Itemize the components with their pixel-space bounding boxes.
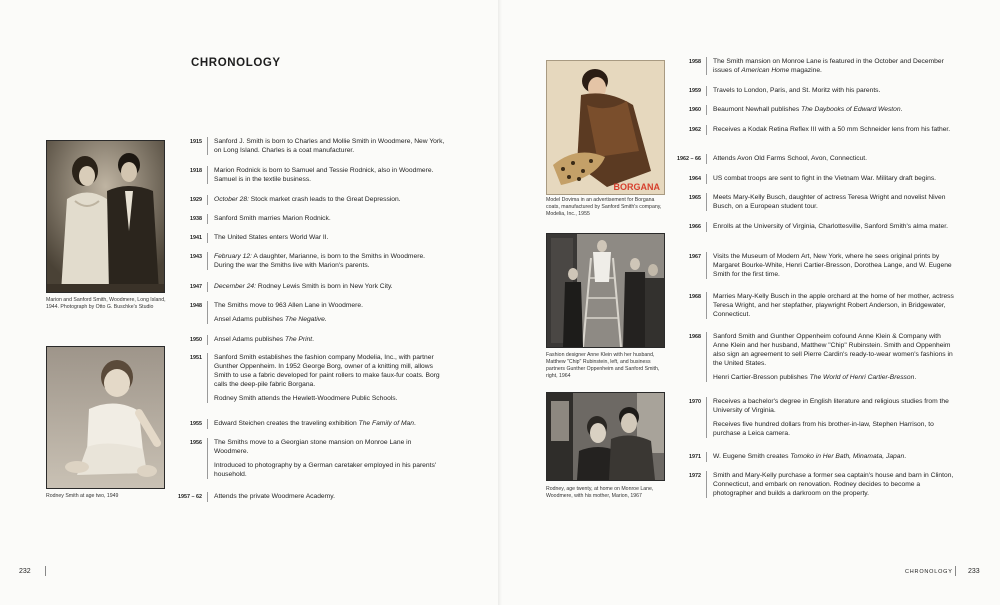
entry-paragraph (214, 233, 446, 242)
left-entry (177, 282, 446, 292)
text-run: Sanford J. Smith is born to Charles and Mollie Smith in Woodmere, New York, on Long Island. Charles is a coat manufacturer. (214, 138, 445, 154)
entry-description (707, 154, 955, 164)
entry-paragraph (713, 154, 955, 163)
right-entry (676, 174, 955, 184)
entry-year: 1938 (177, 214, 208, 224)
entry-description (208, 335, 446, 345)
caption-fashion-advertisement: Model Dovima in an advertisement for Borgana coats, manufactured by Sanford Smith's company, Modelia, Inc., 1955 (546, 197, 662, 217)
text-run: . (900, 106, 903, 113)
page-title: CHRONOLOGY (191, 57, 281, 69)
left-entry (177, 438, 446, 479)
entry-paragraph (713, 174, 955, 183)
text-run: Edward Steichen creates the traveling exhibition (214, 420, 359, 427)
entry-year: 1941 (177, 233, 208, 243)
italic-text: Tomoko in Her Bath, Minamata, Japan (790, 453, 905, 460)
text-run: Ansel Adams publishes (214, 316, 286, 323)
entry-year: 1929 (177, 195, 208, 205)
right-entry (676, 105, 955, 115)
entry-paragraph (214, 353, 446, 389)
photo-toddler (46, 346, 165, 489)
entry-description (707, 397, 955, 438)
text-run: Receives a bachelor's degree in English literature and religious studies from the University of Virginia. (713, 398, 949, 414)
entry-paragraph (713, 397, 955, 415)
entry-paragraph (214, 394, 446, 403)
entry-description (208, 233, 446, 243)
caption-toddler: Rodney Smith at age two, 1949 (46, 493, 119, 499)
entry-year: 1964 (676, 174, 707, 184)
entry-paragraph (713, 222, 955, 231)
entry-description (208, 301, 446, 324)
running-head: CHRONOLOGY (905, 569, 953, 575)
entry-description (707, 452, 955, 462)
entry-year: 1960 (676, 105, 707, 115)
right-entry (676, 332, 955, 382)
entry-year: 1970 (676, 397, 707, 438)
text-run: Sanford Smith and Gunther Oppenheim cofound Anne Klein & Company with Anne Klein and her husband, Matthew "Chip" Rubinstein. Smith and Oppenheim also sign an agreement to sell Pierre Cardin's ready-to-wear women's fashions in the United States. (713, 333, 953, 367)
entry-paragraph (214, 252, 446, 270)
text-run: . (904, 453, 907, 460)
text-run: Enrolls at the University of Virginia, Charlottesville, Sanford Smith's alma mater. (713, 223, 948, 230)
entry-year: 1915 (177, 137, 208, 155)
text-run: Sanford Smith marries Marion Rodnick. (214, 215, 331, 222)
entry-paragraph (214, 214, 446, 223)
right-entry (676, 154, 955, 164)
italic-text: February 12: (214, 253, 252, 260)
text-run: US combat troops are sent to fight in the Vietnam War. Military draft begins. (713, 175, 937, 182)
entry-year: 1947 (177, 282, 208, 292)
entry-description (208, 492, 446, 502)
entry-paragraph (713, 332, 955, 368)
text-run: The Smiths move to 963 Allen Lane in Woodmere. (214, 302, 363, 309)
entry-year: 1955 (177, 419, 208, 429)
left-entry (177, 137, 446, 155)
left-entry (177, 353, 446, 403)
entry-paragraph (713, 57, 955, 75)
text-run: Marries Mary-Kelly Busch in the apple orchard at the home of her mother, actress Teresa Wright, and her stepfather, playwright Robert Anderson, in Bridgewater, Connecticut. (713, 293, 954, 318)
entry-year: 1956 (177, 438, 208, 479)
left-entry (177, 335, 446, 345)
entry-paragraph (713, 252, 955, 279)
right-entry (676, 86, 955, 96)
right-page-number: 233 (968, 568, 980, 575)
entry-paragraph (214, 492, 446, 501)
entry-year: 1918 (177, 166, 208, 184)
entry-description (707, 222, 955, 232)
text-run: magazine. (789, 67, 822, 74)
entry-description (707, 292, 955, 319)
text-run: Marion Rodnick is born to Samuel and Tessie Rodnick, also in Woodmere. Samuel is in the textile business. (214, 167, 434, 183)
text-run: Travels to London, Paris, and St. Moritz with his parents. (713, 87, 881, 94)
entry-paragraph (214, 419, 446, 428)
entry-description (707, 332, 955, 382)
entry-paragraph (214, 166, 446, 184)
book-gutter (498, 0, 502, 605)
entry-paragraph (214, 315, 446, 324)
text-run: Ansel Adams publishes (214, 336, 286, 343)
right-entry (676, 452, 955, 462)
left-entry (177, 252, 446, 270)
text-run: Stock market crash leads to the Great Depression. (248, 196, 401, 203)
entry-description (707, 174, 955, 184)
entry-description (208, 438, 446, 479)
entry-year: 1968 (676, 332, 707, 382)
text-run: Receives a Kodak Retina Reflex III with a 50 mm Schneider lens from his father. (713, 126, 951, 133)
entry-year: 1971 (676, 452, 707, 462)
entry-description (707, 471, 955, 498)
entry-paragraph (214, 137, 446, 155)
text-run: Henri Cartier-Bresson publishes (713, 374, 810, 381)
italic-text: American Home (741, 67, 790, 74)
caption-mother-and-son: Rodney, age twenty, at home on Monroe Lane, Woodmere, with his mother, Marion, 1967 (546, 486, 654, 499)
right-entry (676, 292, 955, 319)
text-run: Visits the Museum of Modern Art, New York, where he sees original prints by Margaret Bourke-White, Henri Cartier-Bresson, Dorothea Lange, and W. Eugene Smith for the first time. (713, 253, 952, 278)
entry-paragraph (713, 373, 955, 382)
right-entry (676, 125, 955, 135)
entry-description (208, 195, 446, 205)
text-run: Rodney Smith attends the Hewlett-Woodmere Public Schools. (214, 395, 398, 402)
entry-paragraph (214, 461, 446, 479)
left-entry (177, 492, 446, 502)
entry-year: 1959 (676, 86, 707, 96)
italic-text: The Daybooks of Edward Weston (801, 106, 901, 113)
entry-description (208, 419, 446, 429)
left-entry (177, 195, 446, 205)
entry-paragraph (713, 86, 955, 95)
text-run: Smith and Mary-Kelly purchase a former sea captain's house and barn in Clinton, Connecticut, and embark on renovation. Rodney decides to become a photographer and builds a darkroom on the property. (713, 472, 954, 497)
left-entry (177, 214, 446, 224)
entry-year: 1967 (676, 252, 707, 279)
caption-ladder-group: Fashion designer Anne Klein with her husband, Matthew "Chip" Rubinstein, left, and business partners Gunther Oppenheim and Sanford Smith, right, 1964 (546, 352, 660, 379)
entry-paragraph (713, 193, 955, 211)
entry-paragraph (713, 420, 955, 438)
entry-year: 1950 (177, 335, 208, 345)
text-run: . (413, 420, 416, 427)
entry-paragraph (713, 292, 955, 319)
entry-year: 1957 – 62 (177, 492, 208, 502)
entry-year: 1965 (676, 193, 707, 211)
entry-paragraph (214, 282, 446, 291)
left-entry (177, 166, 446, 184)
right-entry (676, 252, 955, 279)
entry-description (707, 86, 955, 96)
right-entry (676, 471, 955, 498)
entry-paragraph (713, 105, 955, 114)
text-run: W. Eugene Smith creates (713, 453, 791, 460)
entry-year: 1968 (676, 292, 707, 319)
right-folio-rule (955, 566, 956, 576)
italic-text: The Family of Man (358, 420, 414, 427)
entry-paragraph (713, 471, 955, 498)
photo-parents (46, 140, 165, 293)
italic-text: October 28: (214, 196, 249, 203)
entry-description (208, 166, 446, 184)
entry-description (707, 252, 955, 279)
entry-paragraph (214, 301, 446, 310)
left-folio-rule (45, 566, 46, 576)
entry-year: 1943 (177, 252, 208, 270)
entry-year: 1962 (676, 125, 707, 135)
entry-description (707, 193, 955, 211)
left-entry (177, 419, 446, 429)
left-entry (177, 233, 446, 243)
text-run: . (914, 374, 917, 381)
entry-description (208, 137, 446, 155)
text-run: Attends Avon Old Farms School, Avon, Connecticut. (713, 155, 868, 162)
photo-ladder-group (546, 233, 665, 348)
text-run: The United States enters World War II. (214, 234, 329, 241)
entry-description (707, 105, 955, 115)
italic-text: The Print (285, 336, 313, 343)
text-run: Rodney Lewis Smith is born in New York City. (256, 283, 393, 290)
entry-year: 1948 (177, 301, 208, 324)
text-run: Receives five hundred dollars from his brother-in-law, Stephen Harrison, to purchase a Leica camera. (713, 421, 934, 437)
caption-parents: Marion and Sanford Smith, Woodmere, Long Island, 1944. Photograph by Otto G. Buschke's Studio (46, 297, 166, 310)
text-run: Attends the private Woodmere Academy. (214, 493, 335, 500)
entry-paragraph (214, 335, 446, 344)
entry-paragraph (214, 195, 446, 204)
entry-year: 1966 (676, 222, 707, 232)
entry-year: 1972 (676, 471, 707, 498)
entry-description (208, 353, 446, 403)
italic-text: The World of Henri Cartier-Bresson (809, 374, 915, 381)
entry-description (208, 282, 446, 292)
entry-description (707, 57, 955, 75)
italic-text: The Negative (285, 316, 325, 323)
entry-paragraph (214, 438, 446, 456)
photo-mother-and-son (546, 392, 665, 481)
entry-paragraph (713, 125, 955, 134)
entry-year: 1951 (177, 353, 208, 403)
right-entry (676, 193, 955, 211)
entry-description (707, 125, 955, 135)
text-run: A daughter, Marianne, is born to the Smiths in Woodmere. During the war the Smiths live with Marion's parents. (214, 253, 426, 269)
entry-description (208, 214, 446, 224)
text-run: . (312, 336, 315, 343)
text-run: Beaumont Newhall publishes (713, 106, 802, 113)
text-run: Introduced to photography by a German caretaker employed in his parents' household. (214, 462, 437, 478)
text-run: The Smiths move to a Georgian stone mansion on Monroe Lane in Woodmere. (214, 439, 412, 455)
entry-paragraph (713, 452, 955, 461)
text-run: . (324, 316, 327, 323)
entry-year: 1962 – 66 (676, 154, 707, 164)
entry-year: 1958 (676, 57, 707, 75)
right-entry (676, 222, 955, 232)
right-entry (676, 57, 955, 75)
left-entry (177, 301, 446, 324)
text-run: Meets Mary-Kelly Busch, daughter of actress Teresa Wright and novelist Niven Busch, on a European student tour. (713, 194, 946, 210)
entry-description (208, 252, 446, 270)
italic-text: December 24: (214, 283, 257, 290)
text-run: The Smith mansion on Monroe Lane is featured in the October and December issues of (713, 58, 944, 74)
photo-fashion-advertisement (546, 60, 665, 195)
borgana-ad-wordmark: BORGANA (613, 182, 660, 192)
right-entry (676, 397, 955, 438)
left-page-number: 232 (19, 568, 31, 575)
text-run: Sanford Smith establishes the fashion company Modelia, Inc., with partner Gunther Oppenheim. In 1952 George Borg, owner of a knitting mill, allows Smith to use a fabric developed for paint rollers to make faux-fur coats. Borg calls the deep-pile fabric Borgana. (214, 354, 440, 388)
